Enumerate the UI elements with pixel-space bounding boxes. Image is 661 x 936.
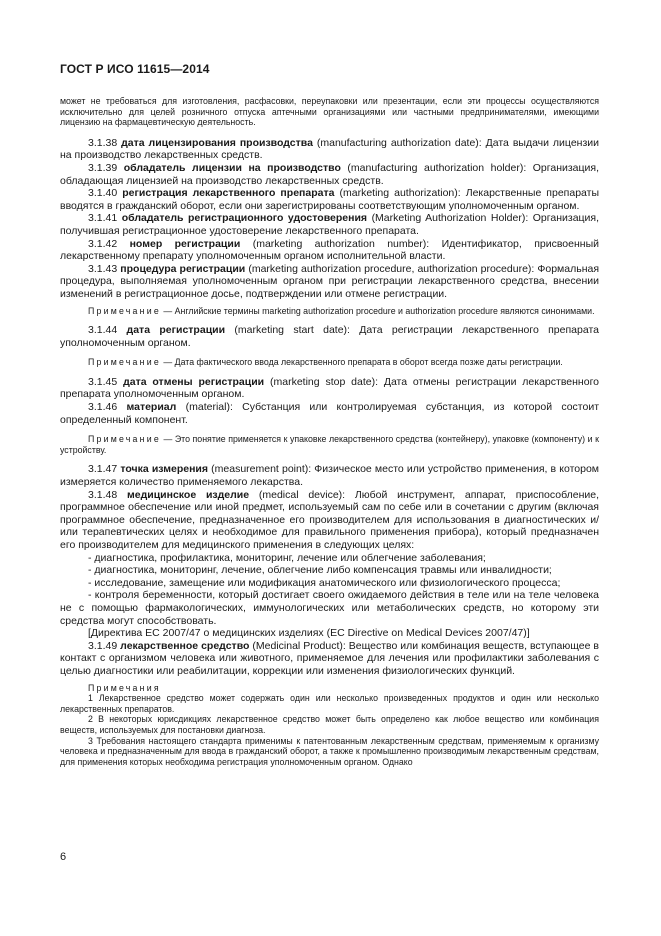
note-3-1-43: Примечание — Английские термины marketing authorization procedure и authorization procedure являются синонимами. xyxy=(88,305,595,316)
term-3-1-48: медицинское изделие xyxy=(126,488,250,501)
term-3-1-41: обладатель регистрационного удостоверения xyxy=(121,212,368,225)
term-3-1-49: лекарственное средство xyxy=(120,639,250,652)
directive-reference: [Директива ЕС 2007/47 о медицинских изделиях (EC Directive on Medical Devices 2007/47)] xyxy=(88,627,530,640)
term-3-1-42: номер регистрации xyxy=(129,237,241,250)
note-item: 2 В некоторых юрисдикциях лекарственное средство может быть определено как любое вещество или комбинация веществ, используемых для постановки диагноза. xyxy=(60,714,599,735)
list-item: - диагностика, мониторинг, лечение, облегчение либо компенсация травмы или инвалидности; xyxy=(88,564,552,577)
list-item: - контроля беременности, который достигает своего ожидаемого действия в теле или на теле человека не с помощью фармакологических, иммунологических или метаболических средств, но которому эти средства могут способствовать. xyxy=(60,589,599,627)
note-3-1-46: Примечание — Это понятие применяется к упаковке лекарственного средства (контейнеру), упаковке (компоненту) и к устройству. xyxy=(60,434,599,455)
definition-3-1-47: 3.1.47 точка измерения (measurement point): Физическое место или устройство применения, в котором измеряется количество применяемого лекарства. xyxy=(60,463,600,489)
note-item: 3 Требования настоящего стандарта применимы к патентованным лекарственным средствам, применяемым к организму человека и предназначенным для ввода в гражданский оборот, а также к промышленно производимым лекарственным средствам, для применения которых необходима регистрация уполномоченным органом. Однако xyxy=(60,735,599,767)
definition-3-1-38: 3.1.38 дата лицензирования производства (manufacturing authorization date): Дата выдачи лицензии на производство лекарственных средств. xyxy=(60,136,600,162)
definition-3-1-49: 3.1.49 лекарственное средство (Medicinal Product): Вещество или комбинация веществ, вступающее в контакт с организмом человека или животного, применяемое для лечения или профилактики заболевания с целью диагностики или реабилитации, коррекции или изменения физиологических функций. xyxy=(60,639,599,677)
definition-3-1-43: 3.1.43 процедура регистрации (marketing authorization procedure, authorization procedure): Формальная процедура, выполняемая уполномоченным органом при регистрации лекарственного средства, внесении изменений в регистрационное досье, подтверждении или отмене регистрации. xyxy=(60,262,600,300)
definition-3-1-45: 3.1.45 дата отмены регистрации (marketing stop date): Дата отмены регистрации лекарственного препарата уполномоченным органом. xyxy=(60,375,600,401)
note-label: Примечание xyxy=(88,305,161,316)
intro-paragraph: может не требоваться для изготовления, расфасовки, переупаковки или презентации, если эти процессы осуществляются исключительно для целей розничного отпуска аптечными организациями или частными предпринимателями, имеющими лицензию на фармацевтическую деятельность. xyxy=(60,96,599,128)
definition-3-1-42: 3.1.42 номер регистрации (marketing authorization number): Идентификатор, присвоенный лекарственному препарату уполномоченным органом исполнительной власти. xyxy=(60,237,599,263)
note-item: 1 Лекарственное средство может содержать один или несколько произведенных продуктов и один или несколько лекарственных препаратов. xyxy=(60,693,599,714)
definition-3-1-46: 3.1.46 материал (material): Субстанция или контролируемая субстанция, из которой состоит определенный компонент. xyxy=(60,401,599,426)
term-3-1-46: материал xyxy=(126,401,177,414)
notes-heading: Примечания xyxy=(88,682,161,693)
note-3-1-44: Примечание — Дата фактического ввода лекарственного препарата в оборот всегда позже даты регистрации. xyxy=(88,357,563,368)
page-header-title: ГОСТ Р ИСО 11615—2014 xyxy=(60,62,210,76)
term-3-1-47: точка измерения xyxy=(120,463,209,476)
page-content xyxy=(60,96,599,767)
list-item: - диагностика, профилактика, мониторинг, лечение или облегчение заболевания; xyxy=(88,551,486,564)
term-3-1-43: процедура регистрации xyxy=(120,262,246,275)
term-3-1-45: дата отмены регистрации xyxy=(123,375,265,388)
definition-3-1-41: 3.1.41 обладатель регистрационного удостоверения (Marketing Authorization Holder): Организация, получившая регистрационное удостоверение лекарственного препарата. xyxy=(60,212,600,237)
page-number: 6 xyxy=(60,851,67,863)
term-3-1-39: обладатель лицензии на производство xyxy=(123,161,341,174)
definition-3-1-48: 3.1.48 медицинское изделие (medical device): Любой инструмент, аппарат, приспособление, программное обеспечение или иной предмет, используемый сам по себе или в сочетании с другим (включая программное обеспечение, предназначенное его производителем для использования в диагностических и/или терапевтических целях и необходимое для правильного применения прибора), который предназначен его производителем для медицинского применения в следующих целях: xyxy=(60,488,600,551)
definition-3-1-39: 3.1.39 обладатель лицензии на производство (manufacturing authorization holder): Организация, обладающая лицензией на производство лекарственных средств. xyxy=(60,161,600,187)
note-label: Примечание xyxy=(88,357,161,368)
note-label: Примечание xyxy=(88,434,161,445)
term-3-1-40: регистрация лекарственного препарата xyxy=(122,187,335,200)
term-3-1-44: дата регистрации xyxy=(126,324,226,337)
definition-3-1-44: 3.1.44 дата регистрации (marketing start date): Дата регистрации лекарственного препарата уполномоченным органом. xyxy=(60,324,599,349)
definition-3-1-40: 3.1.40 регистрация лекарственного препарата (marketing authorization): Лекарственные препараты вводятся в гражданский оборот, если они зарегистрированы соответствующим уполномоченным органом. xyxy=(60,187,600,212)
list-item: - исследование, замещение или модификация анатомического или физиологического процесса; xyxy=(88,576,561,589)
term-3-1-38: дата лицензирования производства xyxy=(121,136,313,149)
